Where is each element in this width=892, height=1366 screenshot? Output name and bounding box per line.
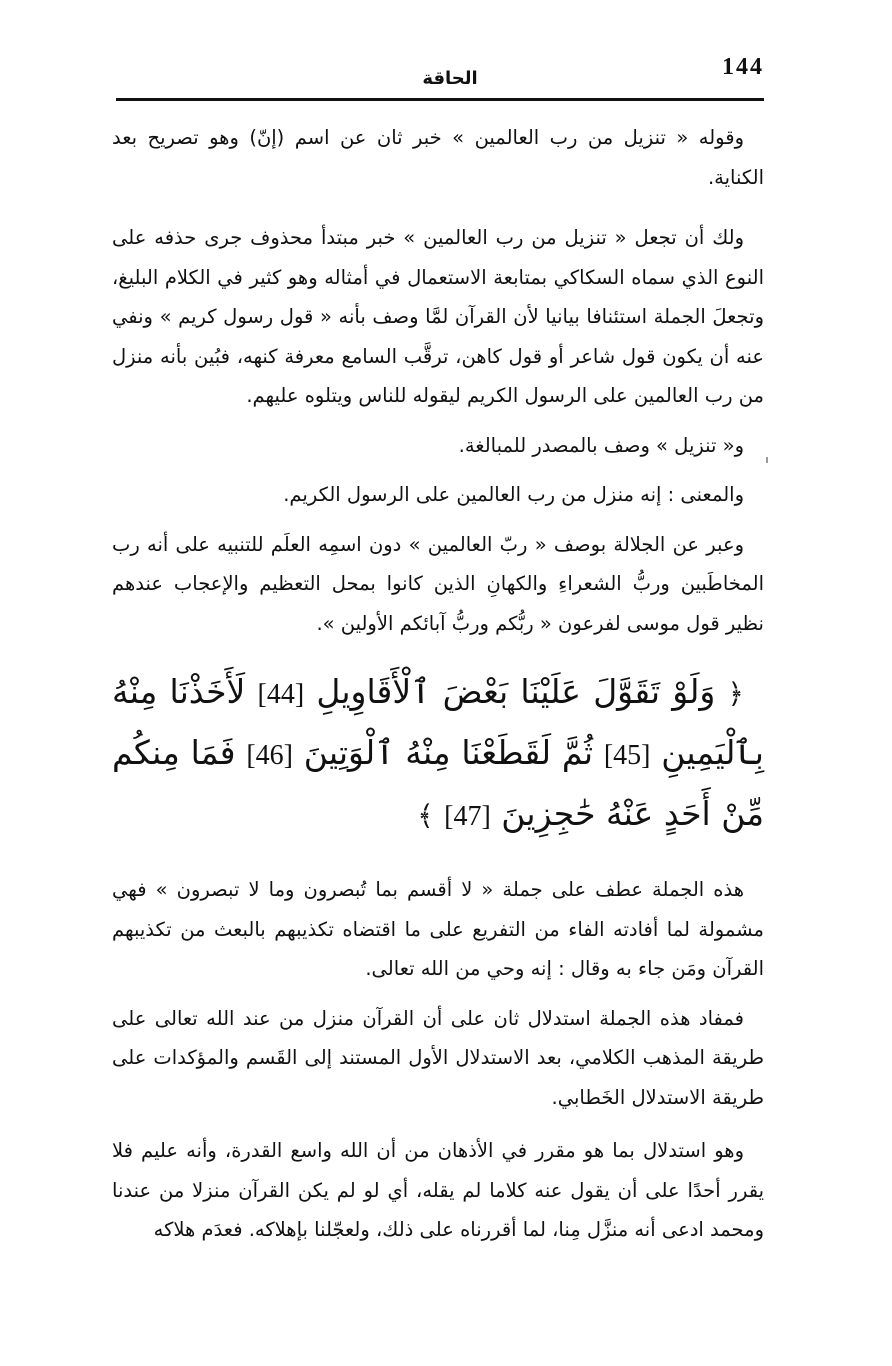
quran-verse-block [112,663,764,846]
page-body [112,118,764,1250]
verse-number: [47] [444,801,491,832]
paragraph: فمفاد هذه الجملة استدلال ثان على أن القرآن منزل من عند الله تعالى على طريقة المذهب الكلامي، بعد الاستدلال الأول المستند إلى القَسم والمؤكدات على طريقة الاستدلال الخَطابي. [112,1006,764,1109]
verse-close-ornament: ﴾ [417,799,434,832]
verse-segment: وَلَوْ تَقَوَّلَ عَلَيْنَا بَعْضَ ٱلْأَقَاوِيلِ [316,672,716,711]
paragraph: ولك أن تجعل « تنزيل من رب العالمين » خبر مبتدأ محذوف جرى حذفه على النوع الذي سماه السكاكي بمتابعة الاستعمال في أمثاله وهو كثير في الكلام البليغ، وتجعلَ الجملة استئنافا بيانيا لأن القرآن لمَّا وصف بأنه « قول رسول كريم » ونفي عنه أن يكون قول شاعر أو قول كاهن، ترقَّب السامع معرفة كنهه، فبُين بأنه منزل من رب العالمين على الرسول الكريم ليقوله للناس ويتلوه عليهم. [112,226,764,407]
paragraph: وهو استدلال بما هو مقرر في الأذهان من أن الله واسع القدرة، وأنه عليم فلا يقرر أحدًا على أن يقول عنه كلاما لم يقله، أي لو لم يكن القرآن منزلا من عندنا ومحمد ادعى أنه منزَّل مِنا، لما أقررناه على ذلك، ولعجّلنا بإهلاكه. فعدَم هلاكه [112,1139,764,1241]
page-number: 144 [722,54,764,80]
verse-number: [45] [603,740,651,771]
paragraph: وقوله « تنزيل من رب العالمين » خبر ثان عن اسم (إنّ) وهو تصريح بعد الكناية. [112,126,764,189]
quran-verse [112,663,764,846]
verse-number: [46] [246,740,293,771]
verse-segment: لَأَخَذْنَا مِنْهُ بِٱلْيَمِينِ [112,672,764,772]
verse-open-ornament: ﴿ [727,677,744,710]
running-head: الحاقة [422,68,478,89]
header-rule [116,98,764,101]
margin-mark [766,457,768,463]
paragraph: هذه الجملة عطف على جملة « لا أقسم بما تُبصرون وما لا تبصرون » فهي مشمولة لما أفادته الفاء من التفريع على ما اقتضاه تكذيبهم بالبعث من تكذيبهم القرآن ومَن جاء به وقال : إنه وحي من الله تعالى. [112,878,764,980]
verse-segment: فَمَا مِنكُم مِّنْ أَحَدٍ عَنْهُ حَٰجِزِينَ [112,733,764,833]
verse-number: [44] [257,679,305,710]
verse-segment: ثُمَّ لَقَطَعْنَا مِنْهُ ٱلْوَتِينَ [303,733,594,772]
paragraph: و« تنزيل » وصف بالمصدر للمبالغة. [458,433,744,457]
paragraph: وعبر عن الجلالة بوصف « ربّ العالمين » دون اسمِه العلَم للتنبيه على أنه رب المخاطَبين وربُّ الشعراءِ والكهانِ الذين كانوا بمحل التعظيم والإعجاب عندهم نظير قول موسى لفرعون « ربُّكم وربُّ آبائكم الأولين ». [112,532,764,635]
paragraph: والمعنى : إنه منزل من رب العالمين على الرسول الكريم. [283,483,744,506]
